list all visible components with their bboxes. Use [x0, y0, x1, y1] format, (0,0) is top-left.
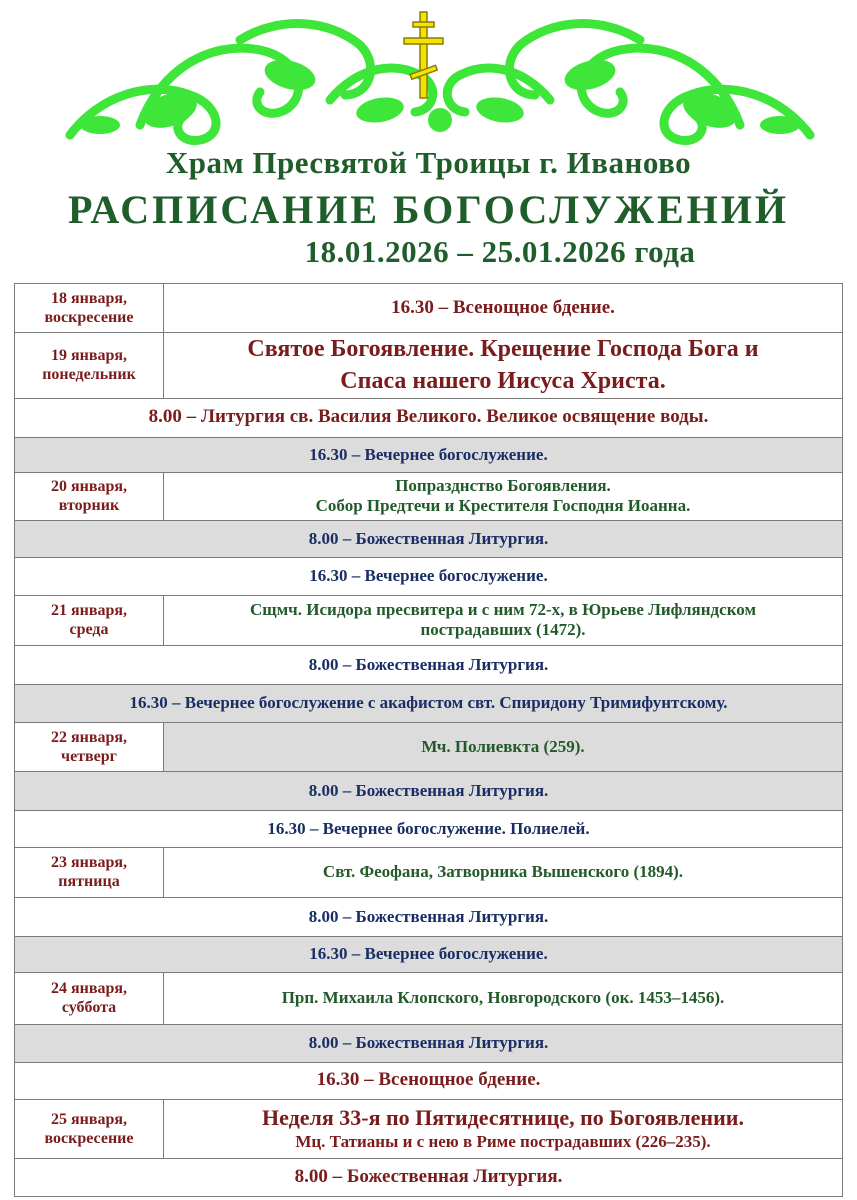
table-row: [15, 520, 843, 557]
service-cell: 16.30 – Вечернее богослужение с акафистом свт. Спиридону Тримифунтскому.: [15, 684, 843, 722]
service-cell: 16.30 – Вечернее богослужение.: [15, 936, 843, 972]
day-cell: 22 января, четверг: [15, 722, 164, 771]
service-cell: 16.30 – Вечернее богослужение.: [15, 557, 843, 595]
table-row: [15, 557, 843, 595]
service-cell: 8.00 – Божественная Литургия.: [15, 1024, 843, 1062]
feast-cell: Сщмч. Исидора пресвитера и с ним 72-х, в Юрьеве Лифляндском пострадавших (1472).: [164, 595, 843, 645]
day-cell: 19 января, понедельник: [15, 333, 164, 399]
table-row: [15, 1024, 843, 1062]
service-cell: 8.00 – Литургия св. Василия Великого. Великое освящение воды.: [15, 398, 843, 437]
service-cell: 16.30 – Всенощное бдение.: [15, 1062, 843, 1099]
day-cell: 25 января, воскресение: [15, 1099, 164, 1158]
feast-cell: Прп. Михаила Клопского, Новгородского (ок. 1453–1456).: [164, 972, 843, 1024]
table-row: [15, 398, 843, 437]
table-row: [15, 595, 843, 645]
service-cell: 8.00 – Божественная Литургия.: [15, 645, 843, 684]
feast-cell: Свт. Феофана, Затворника Вышенского (1894).: [164, 847, 843, 897]
schedule-table: [14, 283, 843, 1197]
table-row: [15, 810, 843, 847]
orthodox-cross-icon: [398, 10, 448, 100]
table-row: [15, 645, 843, 684]
table-row: [15, 722, 843, 771]
schedule-title: РАСПИСАНИЕ БОГОСЛУЖЕНИЙ: [68, 187, 789, 232]
table-row: [15, 1158, 843, 1196]
feast-cell: Попразднство Богоявления. Собор Предтечи и Крестителя Господня Иоанна.: [164, 472, 843, 520]
table-row: [15, 333, 843, 399]
church-name: Храм Пресвятой Троицы г. Иваново: [165, 145, 692, 180]
table-row: [15, 437, 843, 472]
table-row: [15, 1099, 843, 1158]
service-cell: 16.30 – Вечернее богослужение.: [15, 437, 843, 472]
table-row: [15, 472, 843, 520]
service-cell: 16.30 – Всенощное бдение.: [164, 284, 843, 333]
feast-cell: Святое Богоявление. Крещение Господа Бога и Спаса нашего Иисуса Христа.: [164, 333, 843, 399]
feast-cell: Мч. Полиевкта (259).: [164, 722, 843, 771]
day-cell: 24 января, суббота: [15, 972, 164, 1024]
feast-cell: Неделя 33-я по Пятидесятнице, по Богоявлении. Мц. Татианы и с нею в Риме пострадавших (226–235).: [164, 1099, 843, 1158]
day-cell: 23 января, пятница: [15, 847, 164, 897]
table-row: [15, 1062, 843, 1099]
table-row: [15, 897, 843, 936]
day-cell: 18 января, воскресение: [15, 284, 164, 333]
service-cell: 8.00 – Божественная Литургия.: [15, 771, 843, 810]
service-cell: 8.00 – Божественная Литургия.: [15, 897, 843, 936]
service-cell: 8.00 – Божественная Литургия.: [15, 520, 843, 557]
day-cell: 21 января, среда: [15, 595, 164, 645]
table-row: [15, 972, 843, 1024]
table-row: [15, 771, 843, 810]
table-row: [15, 284, 843, 333]
date-range: 18.01.2026 – 25.01.2026 года: [304, 234, 696, 269]
service-cell: 16.30 – Вечернее богослужение. Полиелей.: [15, 810, 843, 847]
table-row: [15, 936, 843, 972]
table-row: [15, 847, 843, 897]
day-cell: 20 января, вторник: [15, 472, 164, 520]
service-cell: 8.00 – Божественная Литургия.: [15, 1158, 843, 1196]
table-row: [15, 684, 843, 722]
